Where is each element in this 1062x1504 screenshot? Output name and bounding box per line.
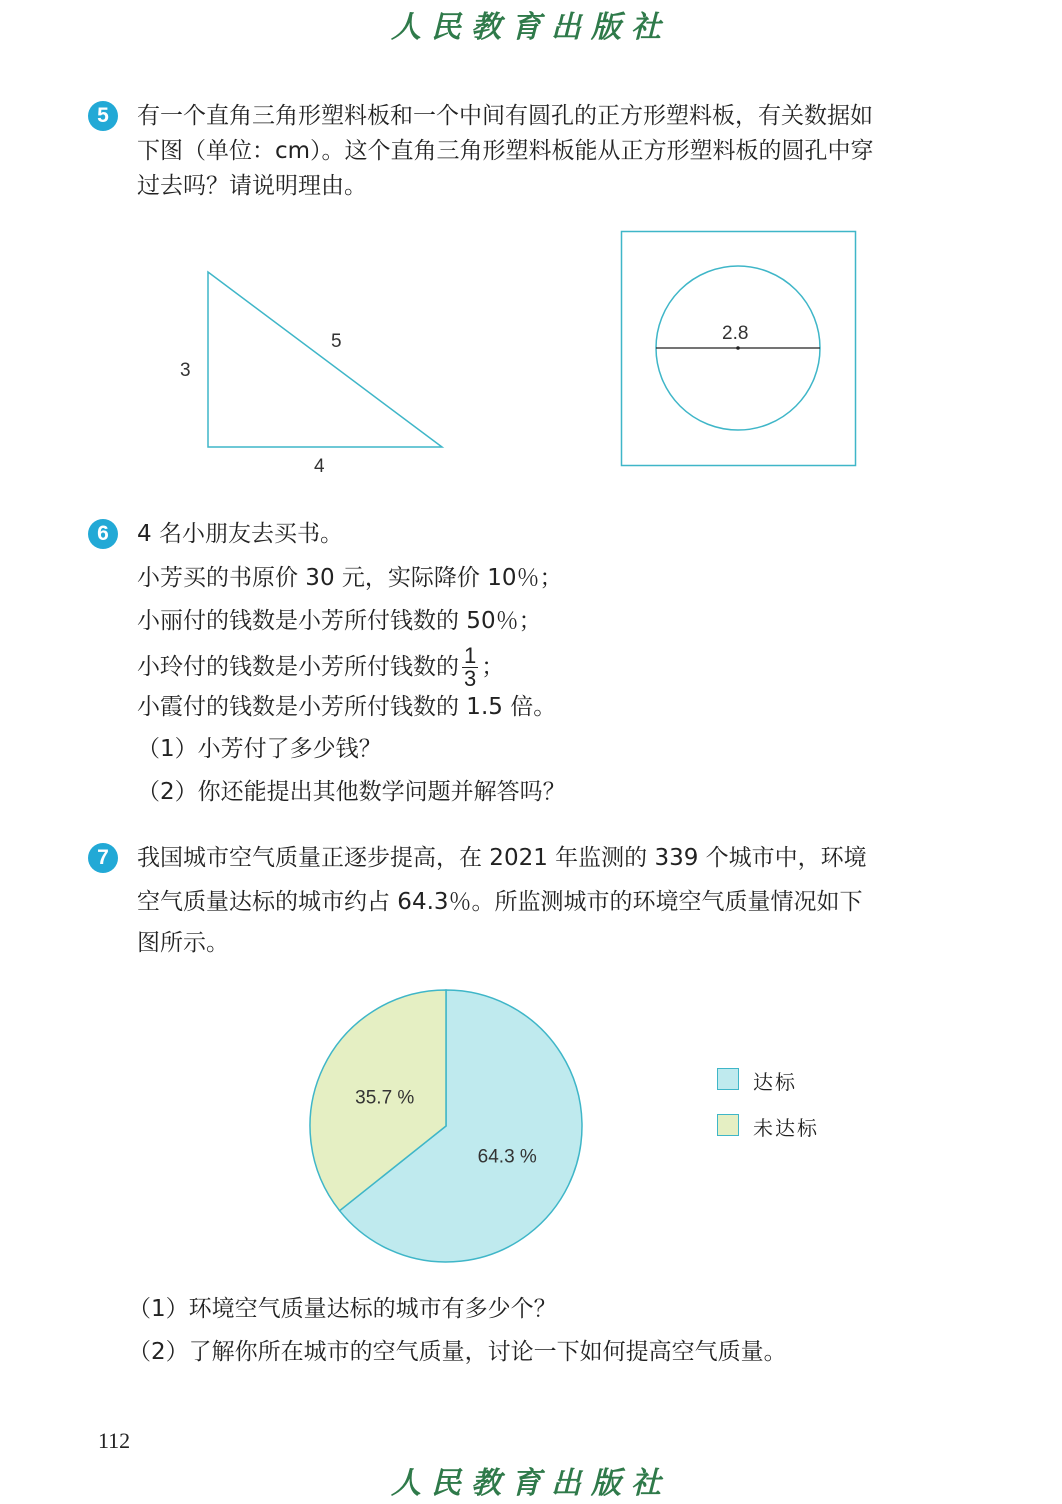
triangle-hypotenuse: 5: [331, 331, 342, 352]
page-number: 112: [98, 1428, 131, 1453]
air-quality-pie-chart: [305, 985, 587, 1267]
triangle-shape: [208, 272, 442, 447]
pie-label-qualified: 64.3 %: [477, 1146, 537, 1168]
legend-label-qualified: 达标: [753, 1070, 797, 1094]
q6-line-1: 小芳买的书原价 30 元，实际降价 10％；: [137, 565, 563, 591]
legend-label-unqualified: 未达标: [753, 1116, 819, 1140]
fraction-one-third: [462, 645, 478, 690]
triangle-side-left: 3: [180, 360, 191, 381]
right-triangle-figure: [200, 265, 450, 455]
q6-line-3-end: ；: [481, 654, 505, 680]
fraction-numerator: 1: [464, 643, 477, 668]
q5-text-line-3: 过去吗？请说明理由。: [137, 173, 367, 199]
q7-text-line-1: 我国城市空气质量正逐步提高，在 2021 年监测的 339 个城市中，环境: [137, 845, 867, 871]
q6-line-3: [137, 645, 504, 690]
pie-label-unqualified: 35.7 %: [355, 1087, 415, 1109]
circle-diameter-label: 2.8: [722, 323, 749, 344]
question-5-badge: 5: [88, 101, 118, 131]
q6-line-4: 小霞付的钱数是小芳所付钱数的 1.5 倍。: [137, 694, 557, 720]
q5-text-line-1: 有一个直角三角形塑料板和一个中间有圆孔的正方形塑料板，有关数据如: [137, 103, 873, 129]
legend-swatch-unqualified: [717, 1114, 739, 1136]
q6-intro: 4 名小朋友去买书。: [137, 521, 343, 547]
q6-line-2: 小丽付的钱数是小芳所付钱数的 50％；: [137, 608, 542, 634]
legend-swatch-qualified: [717, 1068, 739, 1090]
q6-sub-question-1: （1）小芳付了多少钱？: [137, 736, 382, 762]
q7-sub-question-2: （2）了解你所在城市的空气质量，讨论一下如何提高空气质量。: [128, 1339, 787, 1365]
fraction-denominator: 3: [464, 666, 477, 691]
q7-text-line-3: 图所示。: [137, 930, 229, 956]
triangle-side-bottom: 4: [314, 456, 325, 477]
circle-center: [736, 346, 740, 350]
q7-text-line-2: 空气质量达标的城市约占 64.3％。所监测城市的环境空气质量情况如下: [137, 889, 863, 915]
question-7-badge: 7: [88, 843, 118, 873]
square-with-hole-figure: [620, 230, 858, 468]
q6-sub-question-2: （2）你还能提出其他数学问题并解答吗？: [137, 779, 566, 805]
q7-sub-question-1: （1）环境空气质量达标的城市有多少个？: [128, 1296, 557, 1322]
publisher-footer: 人民教育出版社: [391, 1466, 671, 1501]
publisher-header: 人民教育出版社: [391, 10, 671, 45]
q5-text-line-2: 下图（单位：cm）。这个直角三角形塑料板能从正方形塑料板的圆孔中穿: [137, 138, 874, 164]
q6-line-3-text: 小玲付的钱数是小芳所付钱数的: [137, 654, 459, 680]
question-6-badge: 6: [88, 519, 118, 549]
